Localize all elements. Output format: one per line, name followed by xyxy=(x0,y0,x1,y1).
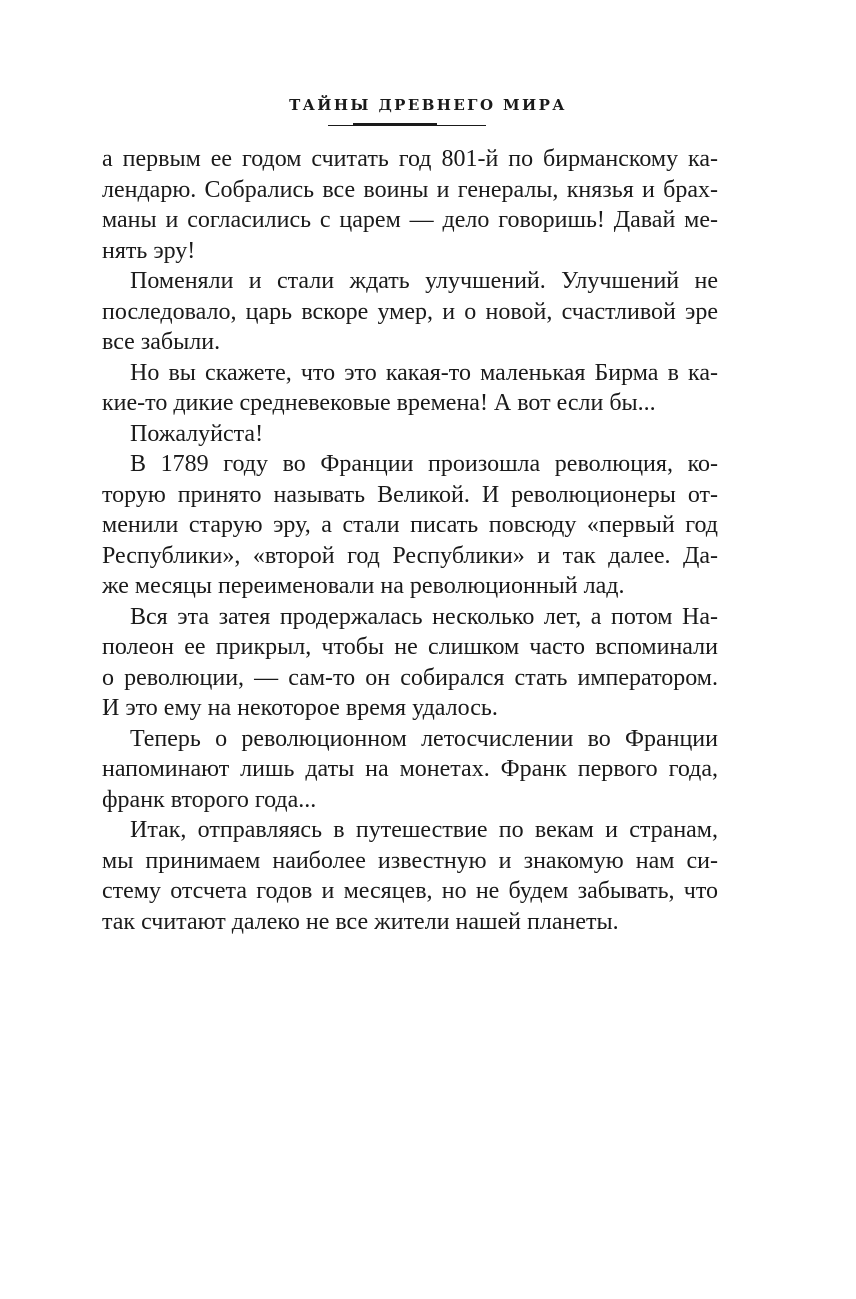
paragraph-5 xyxy=(102,449,718,602)
text-line: последовало, царь вскоре умер, и о новой, счастливой эре xyxy=(102,298,718,325)
body-text xyxy=(102,144,718,937)
paragraph-8 xyxy=(102,815,718,937)
text-line: лендарю. Собрались все воины и генералы, князья и брах- xyxy=(102,176,718,203)
text-line: напоминают лишь даты на монетах. Франк первого года, xyxy=(102,756,718,782)
running-header-title: ТАЙНЫ ДРЕВНЕГО МИРА xyxy=(289,96,567,114)
text-line: полеон ее прикрыл, чтобы не слишком часто вспоминали xyxy=(102,634,718,660)
text-line: стему отсчета годов и месяцев, но не будем забывать, что xyxy=(102,878,718,904)
text-line: В 1789 году во Франции произошла революция, ко- xyxy=(130,451,718,477)
text-line: а первым ее годом считать год 801-й по бирманскому ка- xyxy=(102,146,718,172)
text-line: так считают далеко не все жители нашей планеты. xyxy=(102,908,619,935)
text-line: торую принято называть Великой. И революционеры от- xyxy=(102,481,718,508)
text-line: Пожалуйста! xyxy=(130,420,264,447)
paragraph-2 xyxy=(102,266,718,358)
text-line: менили старую эру, а стали писать повсюду «первый год xyxy=(102,512,718,538)
text-line: Но вы скажете, что это какая-то маленькая Бирма в ка- xyxy=(130,359,718,386)
text-line: же месяцы переименовали на революционный лад. xyxy=(102,573,625,599)
paragraph-3 xyxy=(102,358,718,419)
text-line: кие-то дикие средневековые времена! А вот если бы... xyxy=(102,390,656,416)
paragraph-1 xyxy=(102,144,718,266)
paragraph-4 xyxy=(102,419,718,450)
text-line: франк второго года... xyxy=(102,786,317,813)
text-line: нять эру! xyxy=(102,237,196,264)
paragraph-6 xyxy=(102,602,718,724)
text-line: Поменяли и стали ждать улучшений. Улучшений не xyxy=(130,268,718,294)
text-line: И это ему на некоторое время удалось. xyxy=(102,695,498,721)
text-line: все забыли. xyxy=(102,329,221,355)
text-line: маны и согласились с царем — дело говоришь! Давай ме- xyxy=(102,207,718,233)
paragraph-7 xyxy=(102,724,718,816)
text-line: Итак, отправляясь в путешествие по векам и странам, xyxy=(130,817,718,843)
text-line: мы принимаем наиболее известную и знакомую нам си- xyxy=(102,847,718,874)
text-line: о революции, — сам-то он собирался стать императором. xyxy=(102,664,718,691)
text-line: Республики», «второй год Республики» и так далее. Да- xyxy=(102,542,718,569)
text-line: Вся эта затея продержалась несколько лет, а потом На- xyxy=(130,603,718,630)
header-rule-thick xyxy=(353,123,437,126)
text-line: Теперь о революционном летосчислении во Франции xyxy=(130,725,718,752)
